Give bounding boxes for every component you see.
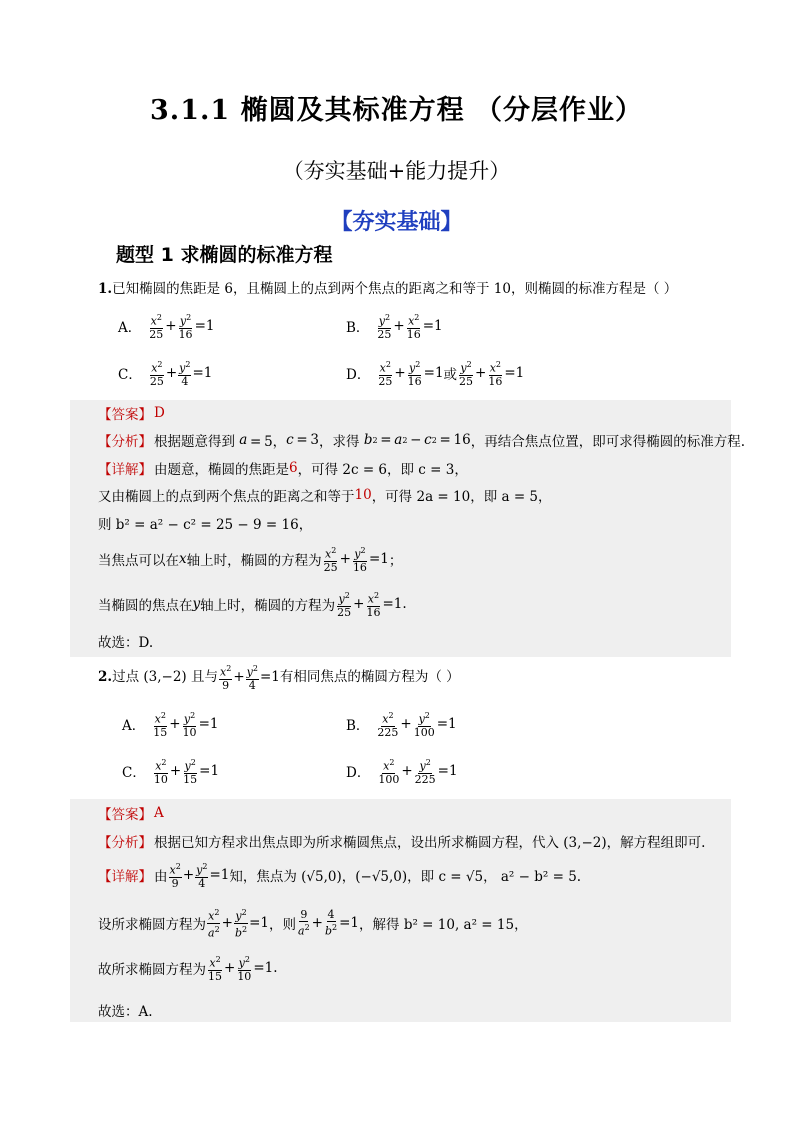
q1-option-a: A． $\frac{x^2}{25}$ + $\frac{y^2}{16}$ =1 <box>118 313 215 341</box>
q1-option-d: D． $\frac{x^2}{25}$ + $\frac{y^2}{16}$ =1 或 $\frac{y^2}{25}$ + $\frac{x^2}{16}$ =1 <box>346 360 525 388</box>
question-1 <box>98 279 677 299</box>
question-number: 1. <box>98 281 113 297</box>
q1-analysis: 【分析】 根据题意得到 a = 5， c = 3 ，求得 b 2 = a 2 − c 2 = 16 ，再结合焦点位置，即可求得椭圆的标准方程. <box>98 432 745 450</box>
q1-detail-line-2: 又由椭圆上的点到两个焦点的距离之和等于 10 ，可得 2a = 10，即 a = 5， <box>98 487 552 505</box>
q1-option-b: B． $\frac{y^2}{25}$ + $\frac{x^2}{16}$ =1 <box>346 313 443 341</box>
q1-detail-line-1: 【详解】 由题意，椭圆的焦距是 6 ，可得 2c = 6，即 c = 3， <box>98 460 468 478</box>
question-text: 已知椭圆的焦距是 6，且椭圆上的点到两个焦点的距离之和等于 10，则椭圆的标准方程是（ ） <box>112 281 678 297</box>
question-2: 2. 过点 (3,−2) 且与 $\frac{x^2}{9}$ + $\frac{y^2}{4}$ =1 有相同焦点的椭圆方程为（ ） <box>98 664 460 692</box>
q2-option-d: D． $\frac{x^2}{100}$ + $\frac{y^2}{225}$ =1 <box>346 758 458 786</box>
q2-analysis: 【分析】 根据已知方程求出焦点即为所求椭圆焦点，设出所求椭圆方程，代入 (3,−2)，解方程组即可. <box>98 835 706 851</box>
q1-option-c: C． $\frac{x^2}{25}$ + $\frac{y^2}{4}$ =1 <box>118 360 213 388</box>
q1-detail-line-3: 则 b² = a² − c² = 25 − 9 = 16， <box>98 517 313 533</box>
q2-option-b: B． $\frac{x^2}{225}$ + $\frac{y^2}{100}$ =1 <box>346 711 457 739</box>
q2-option-a: A． $\frac{x^2}{15}$ + $\frac{y^2}{10}$ =1 <box>122 711 219 739</box>
q2-detail-line-3: 故所求椭圆方程为 $\frac{x^2}{15}$ + $\frac{y^2}{10}$ =1 . <box>98 955 278 983</box>
page-subtitle: （夯实基础+能力提升） <box>282 159 511 183</box>
q1-choose: 故选：D. <box>98 635 154 651</box>
question-number: 2. <box>98 669 113 686</box>
q1-detail-line-4: 当焦点可以在 x 轴上时，椭圆的方程为 $\frac{x^2}{25}$ + $\frac{y^2}{16}$ =1 ； <box>98 546 403 574</box>
q2-detail-line-1: 【详解】 由 $\frac{x^2}{9}$ + $\frac{y^2}{4}$ =1 知，焦点为 (√5,0)，(−√5,0)，即 c = √5， a² − b² = 5. <box>98 862 582 890</box>
q1-answer: 【答案】 D <box>98 405 165 423</box>
section-heading: 【夯实基础】 <box>330 209 463 235</box>
q2-option-c: C． $\frac{x^2}{10}$ + $\frac{y^2}{15}$ =1 <box>122 758 220 786</box>
page-title: 3.1.1 椭圆及其标准方程 （分层作业） <box>150 95 643 126</box>
q2-choose: 故选：A. <box>98 1004 153 1020</box>
q2-answer: 【答案】 A <box>98 805 164 823</box>
question-type-heading: 题型 1 求椭圆的标准方程 <box>116 244 333 266</box>
q2-detail-line-2: 设所求椭圆方程为 $\frac{x^2}{a^2}$ + $\frac{y^2}{b^2}$ =1 ，则 $\frac{9}{a^2}$ + $\frac{4}{b^2}$ =1 ，解得 b² = 10, a² = 15， <box>98 907 528 940</box>
q1-detail-line-5: 当椭圆的焦点在 y 轴上时，椭圆的方程为 $\frac{y^2}{25}$ + $\frac{x^2}{16}$ =1 . <box>98 591 407 619</box>
